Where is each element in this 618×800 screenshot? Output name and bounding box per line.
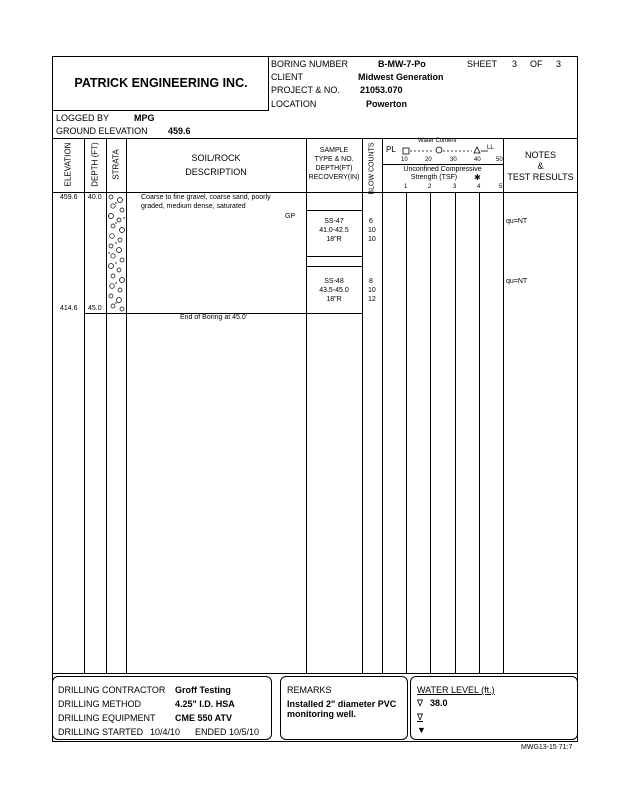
started-value: 10/4/10: [150, 727, 181, 737]
ucs-label-line2: Strength (TSF): [410, 174, 458, 181]
sample1-top-line: [306, 210, 362, 211]
sample2-blow-3: 12: [368, 296, 376, 303]
sample-header-line1: SAMPLE: [319, 147, 349, 154]
pl-marker: [403, 148, 409, 154]
ll-label: LL: [487, 145, 494, 151]
wc-marker: [436, 147, 442, 153]
sample1-note: qu=NT: [506, 218, 528, 225]
boring-number: B-MW-7-Po: [378, 59, 426, 69]
col-div-notes: [503, 138, 504, 674]
sample1-blow-2: 10: [368, 227, 376, 234]
header-row-divider: [52, 192, 578, 193]
sample1-depth: 41.0-42.5: [319, 227, 349, 234]
soil-header-line2: DESCRIPTION: [185, 167, 247, 177]
ucs-tick-3: 3: [453, 184, 457, 190]
sample2-depth: 43.5-45.0: [319, 287, 349, 294]
logged-by-label: LOGGED BY: [56, 113, 110, 123]
sample2-top-line: [306, 266, 362, 267]
wc-tick-10: 10: [401, 157, 408, 163]
sample2-id: SS-48: [324, 278, 344, 285]
sample-header-line2: TYPE & NO.: [314, 156, 354, 163]
water-level-label: WATER LEVEL (ft.): [417, 685, 495, 695]
sample2-recovery: 18"R: [326, 296, 342, 303]
started-label: DRILLING STARTED: [58, 727, 144, 737]
sample1-recovery: 18"R: [326, 236, 342, 243]
sample2-bottom-line: [306, 313, 362, 314]
water-content-label: Water Content: [418, 138, 457, 144]
ucs-tick-1: 1: [404, 184, 408, 190]
strata-header: STRATA: [111, 149, 121, 180]
equipment-value: CME 550 ATV: [175, 713, 233, 723]
depth-header: DEPTH (FT): [90, 142, 100, 187]
top-depth: 40.0: [88, 194, 102, 201]
soil-description-line2: graded, medium dense, saturated: [141, 203, 246, 210]
contractor-value: Groff Testing: [175, 685, 231, 695]
wc-tick-40: 40: [474, 157, 481, 163]
col-div-depth: [84, 138, 85, 674]
sheet-label: SHEET: [467, 59, 498, 69]
plot-grid-1: [406, 192, 407, 674]
remarks-line1: Installed 2" diameter PVC: [287, 699, 397, 709]
ended-label: ENDED: [195, 727, 227, 737]
blow-counts-header: BLOW COUNTS: [368, 142, 376, 195]
sheet-total: 3: [556, 59, 562, 69]
sample1-blow-1: 6: [369, 218, 373, 225]
boring-number-label: BORING NUMBER: [271, 59, 349, 69]
client-label: CLIENT: [271, 72, 304, 82]
notes-header-line2: &: [537, 161, 544, 171]
sheet-of: OF: [530, 59, 543, 69]
project-label: PROJECT & NO.: [271, 85, 340, 95]
plot-grid-3: [455, 192, 456, 674]
project-number: 21053.070: [360, 85, 403, 95]
strata-gravel-pattern: [107, 193, 126, 313]
ucs-tick-5: 5: [499, 184, 503, 190]
ll-marker: [474, 147, 480, 153]
sample-header-line3: DEPTH(FT): [315, 165, 353, 172]
col-div-blows: [362, 138, 363, 674]
col-div-desc: [126, 138, 127, 674]
plot-header-divider: [382, 164, 503, 165]
sample2-note: qu=NT: [506, 278, 528, 285]
notes-header-line1: NOTES: [524, 150, 556, 160]
logged-by: MPG: [134, 113, 155, 123]
location-label: LOCATION: [271, 99, 317, 109]
sample2-blow-2: 10: [368, 287, 376, 294]
water-level-icon-1: ∇: [417, 698, 424, 708]
plot-grid-4: [479, 192, 480, 674]
sample1-id: SS-47: [324, 218, 344, 225]
col-div-plot: [382, 138, 383, 674]
bottom-depth: 45.0: [88, 305, 102, 312]
sample1-bottom-line: [306, 256, 362, 257]
wc-tick-20: 20: [425, 157, 432, 163]
contractor-label: DRILLING CONTRACTOR: [58, 685, 166, 695]
location-name: Powerton: [366, 99, 408, 109]
soil-header-line1: SOIL/ROCK: [191, 153, 241, 163]
sample1-blow-3: 10: [368, 236, 376, 243]
water-level-icon-2: ∇: [417, 712, 424, 722]
end-of-boring-text: End of Boring at 45.0': [180, 314, 248, 321]
ucs-tick-4: 4: [477, 184, 481, 190]
remarks-line2: monitoring well.: [287, 709, 356, 719]
soil-description-line1: Coarse to fine gravel, coarse sand, poorly: [141, 194, 271, 201]
notes-header-line3: TEST RESULTS: [507, 172, 574, 182]
sample2-blow-1: 8: [369, 278, 373, 285]
remarks-label: REMARKS: [287, 685, 332, 695]
method-label: DRILLING METHOD: [58, 699, 142, 709]
water-level-icon-3: ▼: [417, 725, 426, 735]
sample-header-line4: RECOVERY(IN): [308, 174, 360, 181]
form-code: MWG13-15 71:7: [521, 744, 573, 751]
wc-tick-50: 50: [496, 157, 503, 163]
ucs-label-line1: Unconfined Compressive: [403, 166, 482, 173]
elevation-header: ELEVATION: [63, 142, 73, 187]
wc-tick-30: 30: [450, 157, 457, 163]
ground-elevation-label: GROUND ELEVATION: [56, 126, 148, 136]
ground-elevation: 459.6: [168, 126, 191, 136]
uscs-symbol: GP: [285, 213, 296, 220]
plot-grid-2: [430, 192, 431, 674]
client-name: Midwest Generation: [358, 72, 444, 82]
ucs-tick-2: 2: [428, 184, 432, 190]
pl-label: PL: [386, 145, 396, 154]
top-elevation: 459.6: [60, 194, 78, 201]
sheet-number: 3: [512, 59, 518, 69]
ended-value: 10/5/10: [229, 727, 260, 737]
equipment-label: DRILLING EQUIPMENT: [58, 713, 156, 723]
water-level-value-1: 38.0: [430, 698, 448, 708]
company-name: PATRICK ENGINEERING INC.: [74, 76, 248, 90]
ucs-star-icon: ✱: [474, 173, 481, 182]
method-value: 4.25" I.D. HSA: [175, 699, 235, 709]
bottom-elevation: 414.6: [60, 305, 78, 312]
